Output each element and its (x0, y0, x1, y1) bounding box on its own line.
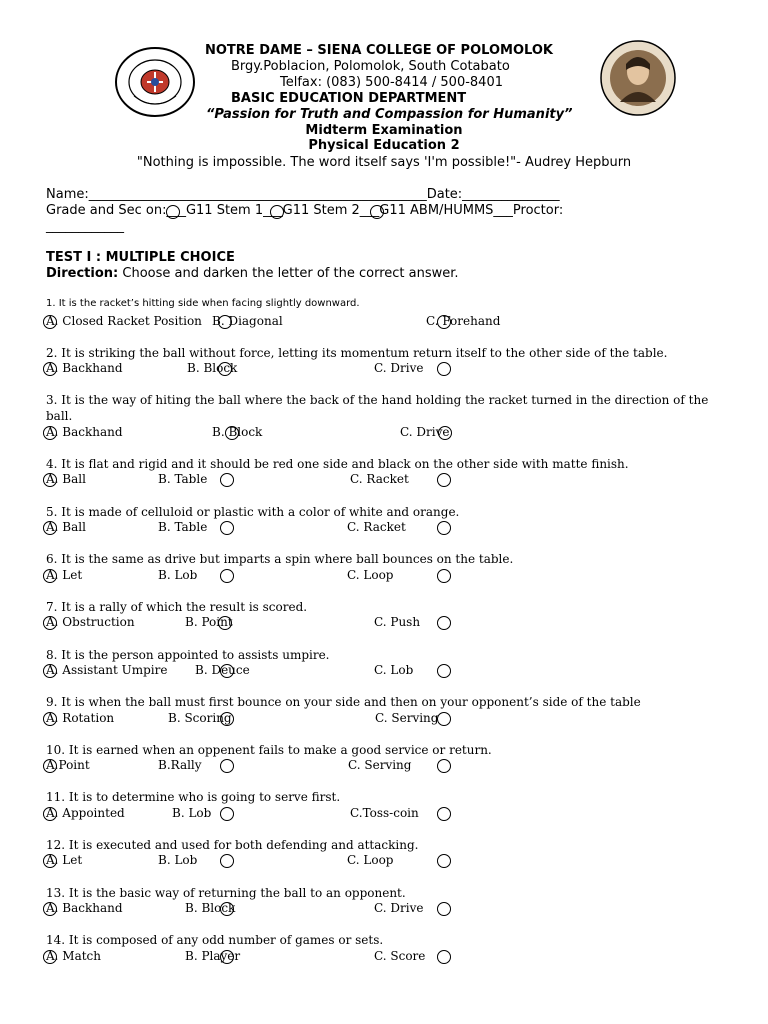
exam-title: Midterm Examination (305, 123, 463, 138)
option-c[interactable]: C. Drive (374, 901, 424, 915)
option-b[interactable]: B. Lob (158, 853, 198, 867)
section-circle (270, 205, 284, 219)
option-b[interactable]: B. Player (185, 949, 241, 963)
answer-bubble[interactable] (220, 854, 234, 868)
answer-bubble[interactable] (437, 712, 451, 726)
option-b[interactable]: B. Table (158, 520, 208, 534)
answer-bubble[interactable] (43, 854, 57, 868)
answer-bubble[interactable] (437, 950, 451, 964)
question-text: 5. It is made of celluloid or plastic with a color of white and orange. (46, 505, 460, 519)
school-address: Brgy.Poblacion, Polomolok, South Cotabato (231, 59, 510, 74)
option-a[interactable]: A. Ball (46, 520, 86, 534)
question-text: 14. It is composed of any odd number of games or sets. (46, 933, 384, 947)
section-circle (166, 205, 180, 219)
option-a[interactable]: A. Let (46, 853, 83, 867)
answer-bubble[interactable] (218, 362, 232, 376)
option-c[interactable]: C. Drive (374, 361, 424, 375)
answer-bubble[interactable] (220, 902, 234, 916)
option-c[interactable]: C. Serving (375, 711, 439, 725)
question-text: 8. It is the person appointed to assists umpire. (46, 648, 330, 662)
answer-bubble[interactable] (43, 362, 57, 376)
answer-bubble[interactable] (437, 362, 451, 376)
answer-bubble[interactable] (437, 664, 451, 678)
answer-bubble[interactable] (43, 807, 57, 821)
option-a[interactable]: A. Rotation (46, 711, 115, 725)
option-a[interactable]: A. Closed Racket Position (46, 314, 202, 328)
option-a[interactable]: A. Backhand (46, 361, 123, 375)
quote: "Nothing is impossible. The word itself says 'I'm possible!"- Audrey Hepburn (136, 155, 632, 170)
option-a[interactable]: A. Ball (46, 472, 86, 486)
answer-bubble[interactable] (220, 473, 234, 487)
option-b[interactable]: B. Lob (158, 568, 198, 582)
proctor-field[interactable]: ____________ (46, 219, 124, 234)
answer-bubble[interactable] (437, 315, 451, 329)
option-a[interactable]: A. Assistant Umpire (46, 663, 168, 677)
question-text: 2. It is striking the ball without force, letting its momentum return itself to the other side of the table. (46, 346, 668, 360)
answer-bubble[interactable] (43, 473, 57, 487)
answer-bubble[interactable] (437, 616, 451, 630)
answer-bubble[interactable] (43, 616, 57, 630)
answer-bubble[interactable] (437, 569, 451, 583)
direction-text: Choose and darken the letter of the correct answer. (122, 266, 459, 281)
option-c[interactable]: C. Loop (347, 853, 394, 867)
option-a[interactable]: A. Backhand (46, 425, 123, 439)
option-a[interactable]: A. Obstruction (46, 615, 135, 629)
option-c[interactable]: C. Racket (347, 520, 406, 534)
option-b[interactable]: B. Diagonal (212, 314, 283, 328)
option-a[interactable]: A. Match (46, 949, 102, 963)
option-c[interactable]: C. Push (374, 615, 421, 629)
answer-bubble[interactable] (225, 426, 239, 440)
option-c[interactable]: C. Lob (374, 663, 414, 677)
answer-bubble[interactable] (437, 521, 451, 535)
question-text: 9. It is when the ball must first bounce on your side and then on your opponent’s side of the table (46, 695, 641, 709)
school-motto: “Passion for Truth and Compassion for Humanity” (206, 107, 573, 122)
grade-section-field[interactable]: Grade and Sec on:___G11 Stem 1___G11 Stem 2___G11 ABM/HUMMS___Proctor: (46, 203, 564, 218)
answer-bubble[interactable] (220, 950, 234, 964)
question-text: 11. It is to determine who is going to serve first. (46, 790, 341, 804)
answer-bubble[interactable] (43, 759, 57, 773)
department-name: BASIC EDUCATION DEPARTMENT (231, 91, 467, 106)
option-a[interactable]: A. Appointed (46, 806, 125, 820)
answer-bubble[interactable] (438, 426, 452, 440)
answer-bubble[interactable] (43, 569, 57, 583)
answer-bubble[interactable] (220, 807, 234, 821)
answer-bubble[interactable] (437, 902, 451, 916)
option-b[interactable]: B. Block (187, 361, 238, 375)
answer-bubble[interactable] (437, 473, 451, 487)
section-circle (370, 205, 384, 219)
answer-bubble[interactable] (43, 315, 57, 329)
name-date-field[interactable]: Name:____________________________________________________Date:_______________ (46, 187, 560, 202)
question-text: 3. It is the way of hiting the ball where the back of the hand holding the racket turned in the direction of the (46, 393, 709, 407)
direction-label: Direction: (46, 266, 119, 281)
answer-bubble[interactable] (43, 950, 57, 964)
option-b[interactable]: B. Deuce (195, 663, 250, 677)
founder-portrait-seal (598, 40, 678, 116)
option-a[interactable]: A.Point (46, 758, 90, 772)
answer-bubble[interactable] (43, 664, 57, 678)
school-telfax: Telfax: (083) 500-8414 / 500-8401 (280, 75, 503, 90)
option-b[interactable]: B. Point (185, 615, 233, 629)
option-c[interactable]: C. Score (374, 949, 426, 963)
question-text: 4. It is flat and rigid and it should be red one side and black on the other side with matte finish. (46, 457, 629, 471)
answer-bubble[interactable] (43, 521, 57, 535)
answer-bubble[interactable] (437, 807, 451, 821)
test-title: TEST I : MULTIPLE CHOICE (46, 250, 235, 265)
option-c[interactable]: C. Loop (347, 568, 394, 582)
option-b[interactable]: B. Scoring (168, 711, 232, 725)
question-text-continued: ball. (46, 409, 73, 423)
option-c[interactable]: C.Toss-coin (350, 806, 419, 820)
option-a[interactable]: A. Backhand (46, 901, 123, 915)
answer-bubble[interactable] (43, 712, 57, 726)
question-text: 13. It is the basic way of returning the ball to an opponent. (46, 886, 406, 900)
school-name: NOTRE DAME – SIENA COLLEGE OF POLOMOLOK (205, 43, 553, 58)
question-text: 6. It is the same as drive but imparts a spin where ball bounces on the table. (46, 552, 514, 566)
option-c[interactable]: C. Racket (350, 472, 409, 486)
answer-bubble[interactable] (220, 712, 234, 726)
school-seal-logo (114, 46, 196, 118)
option-b[interactable]: B. Table (158, 472, 208, 486)
option-c[interactable]: C. Serving (348, 758, 412, 772)
answer-bubble[interactable] (437, 854, 451, 868)
answer-bubble[interactable] (437, 759, 451, 773)
option-b[interactable]: B. Block (185, 901, 236, 915)
subject-title: Physical Education 2 (308, 138, 460, 153)
answer-bubble[interactable] (220, 521, 234, 535)
option-b[interactable]: B.Rally (158, 758, 202, 772)
question-text: 10. It is earned when an oppenent fails to make a good service or return. (46, 743, 492, 757)
answer-bubble[interactable] (220, 759, 234, 773)
direction (46, 266, 459, 281)
question-text: 12. It is executed and used for both defending and attacking. (46, 838, 419, 852)
question-text: 1. It is the racket’s hitting side when facing slightly downward. (46, 298, 360, 309)
answer-bubble[interactable] (43, 902, 57, 916)
option-c[interactable]: C. Drive (400, 425, 450, 439)
option-a[interactable]: A. Let (46, 568, 83, 582)
option-c[interactable]: C. Forehand (426, 314, 501, 328)
option-b[interactable]: B. Block (212, 425, 263, 439)
answer-bubble[interactable] (220, 569, 234, 583)
question-text: 7. It is a rally of which the result is scored. (46, 600, 308, 614)
answer-bubble[interactable] (218, 616, 232, 630)
answer-bubble[interactable] (218, 315, 232, 329)
answer-bubble[interactable] (43, 426, 57, 440)
option-b[interactable]: B. Lob (172, 806, 212, 820)
answer-bubble[interactable] (220, 664, 234, 678)
